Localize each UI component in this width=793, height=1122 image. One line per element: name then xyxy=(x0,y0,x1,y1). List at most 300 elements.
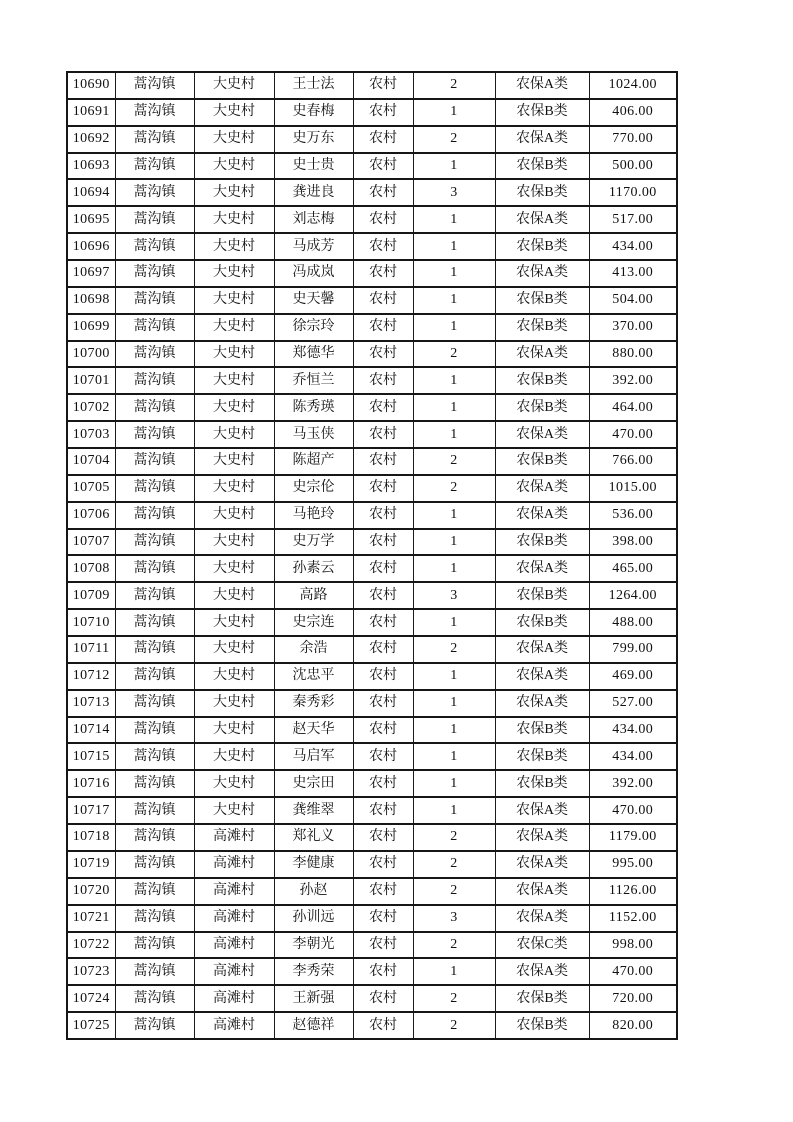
cell-count: 2 xyxy=(413,878,495,905)
cell-id: 10699 xyxy=(67,314,115,341)
cell-count: 1 xyxy=(413,770,495,797)
cell-person-name: 孙训远 xyxy=(274,905,353,932)
table-row xyxy=(67,932,677,959)
cell-amount: 370.00 xyxy=(589,314,677,341)
cell-id: 10717 xyxy=(67,797,115,824)
cell-person-name: 徐宗玲 xyxy=(274,314,353,341)
cell-id: 10710 xyxy=(67,609,115,636)
cell-amount: 434.00 xyxy=(589,743,677,770)
cell-household-type: 农村 xyxy=(353,932,413,959)
cell-amount: 1179.00 xyxy=(589,824,677,851)
cell-town: 蒿沟镇 xyxy=(115,260,194,287)
cell-category: 农保B类 xyxy=(495,448,589,475)
cell-village: 大史村 xyxy=(194,770,274,797)
cell-count: 2 xyxy=(413,636,495,663)
cell-amount: 504.00 xyxy=(589,287,677,314)
cell-town: 蒿沟镇 xyxy=(115,636,194,663)
cell-count: 1 xyxy=(413,206,495,233)
cell-amount: 720.00 xyxy=(589,985,677,1012)
cell-person-name: 高路 xyxy=(274,582,353,609)
cell-count: 3 xyxy=(413,582,495,609)
cell-category: 农保B类 xyxy=(495,287,589,314)
table-row xyxy=(67,797,677,824)
cell-village: 大史村 xyxy=(194,636,274,663)
cell-category: 农保A类 xyxy=(495,421,589,448)
cell-category: 农保B类 xyxy=(495,314,589,341)
cell-household-type: 农村 xyxy=(353,824,413,851)
cell-village: 大史村 xyxy=(194,179,274,206)
cell-count: 1 xyxy=(413,555,495,582)
cell-village: 大史村 xyxy=(194,797,274,824)
cell-household-type: 农村 xyxy=(353,314,413,341)
cell-person-name: 郑礼义 xyxy=(274,824,353,851)
cell-amount: 1264.00 xyxy=(589,582,677,609)
cell-village: 大史村 xyxy=(194,126,274,153)
cell-count: 1 xyxy=(413,153,495,180)
cell-amount: 536.00 xyxy=(589,502,677,529)
cell-category: 农保B类 xyxy=(495,529,589,556)
cell-count: 1 xyxy=(413,233,495,260)
cell-amount: 1126.00 xyxy=(589,878,677,905)
cell-household-type: 农村 xyxy=(353,1012,413,1039)
cell-town: 蒿沟镇 xyxy=(115,126,194,153)
cell-id: 10725 xyxy=(67,1012,115,1039)
cell-category: 农保B类 xyxy=(495,770,589,797)
cell-id: 10708 xyxy=(67,555,115,582)
cell-person-name: 李健康 xyxy=(274,851,353,878)
cell-village: 高滩村 xyxy=(194,932,274,959)
cell-town: 蒿沟镇 xyxy=(115,421,194,448)
cell-id: 10702 xyxy=(67,394,115,421)
cell-village: 大史村 xyxy=(194,690,274,717)
cell-household-type: 农村 xyxy=(353,529,413,556)
cell-amount: 413.00 xyxy=(589,260,677,287)
cell-town: 蒿沟镇 xyxy=(115,743,194,770)
cell-town: 蒿沟镇 xyxy=(115,394,194,421)
cell-id: 10701 xyxy=(67,367,115,394)
records-table xyxy=(66,71,678,1040)
cell-person-name: 冯成岚 xyxy=(274,260,353,287)
cell-amount: 995.00 xyxy=(589,851,677,878)
cell-town: 蒿沟镇 xyxy=(115,663,194,690)
cell-village: 高滩村 xyxy=(194,985,274,1012)
cell-town: 蒿沟镇 xyxy=(115,72,194,99)
table-row xyxy=(67,824,677,851)
cell-category: 农保A类 xyxy=(495,878,589,905)
cell-town: 蒿沟镇 xyxy=(115,878,194,905)
cell-amount: 470.00 xyxy=(589,958,677,985)
cell-village: 高滩村 xyxy=(194,851,274,878)
cell-person-name: 马启军 xyxy=(274,743,353,770)
cell-village: 大史村 xyxy=(194,582,274,609)
cell-person-name: 史春梅 xyxy=(274,99,353,126)
cell-household-type: 农村 xyxy=(353,394,413,421)
cell-village: 大史村 xyxy=(194,99,274,126)
table-row xyxy=(67,609,677,636)
cell-person-name: 马玉侠 xyxy=(274,421,353,448)
cell-village: 大史村 xyxy=(194,475,274,502)
cell-count: 1 xyxy=(413,394,495,421)
cell-amount: 527.00 xyxy=(589,690,677,717)
cell-village: 高滩村 xyxy=(194,878,274,905)
table-row xyxy=(67,743,677,770)
cell-amount: 406.00 xyxy=(589,99,677,126)
table-row xyxy=(67,421,677,448)
cell-count: 1 xyxy=(413,743,495,770)
cell-household-type: 农村 xyxy=(353,153,413,180)
cell-person-name: 沈忠平 xyxy=(274,663,353,690)
cell-town: 蒿沟镇 xyxy=(115,824,194,851)
cell-village: 大史村 xyxy=(194,448,274,475)
cell-town: 蒿沟镇 xyxy=(115,287,194,314)
cell-household-type: 农村 xyxy=(353,797,413,824)
cell-town: 蒿沟镇 xyxy=(115,179,194,206)
cell-category: 农保B类 xyxy=(495,609,589,636)
cell-town: 蒿沟镇 xyxy=(115,582,194,609)
cell-village: 大史村 xyxy=(194,206,274,233)
cell-id: 10693 xyxy=(67,153,115,180)
table-row xyxy=(67,367,677,394)
cell-id: 10718 xyxy=(67,824,115,851)
cell-town: 蒿沟镇 xyxy=(115,797,194,824)
cell-household-type: 农村 xyxy=(353,341,413,368)
table-row xyxy=(67,233,677,260)
cell-category: 农保A类 xyxy=(495,690,589,717)
cell-category: 农保A类 xyxy=(495,341,589,368)
cell-village: 大史村 xyxy=(194,153,274,180)
cell-person-name: 王新强 xyxy=(274,985,353,1012)
cell-amount: 465.00 xyxy=(589,555,677,582)
cell-household-type: 农村 xyxy=(353,905,413,932)
cell-category: 农保A类 xyxy=(495,260,589,287)
cell-household-type: 农村 xyxy=(353,743,413,770)
cell-count: 3 xyxy=(413,179,495,206)
cell-amount: 398.00 xyxy=(589,529,677,556)
cell-amount: 1015.00 xyxy=(589,475,677,502)
cell-id: 10723 xyxy=(67,958,115,985)
cell-count: 1 xyxy=(413,609,495,636)
cell-count: 1 xyxy=(413,99,495,126)
cell-count: 2 xyxy=(413,126,495,153)
cell-village: 高滩村 xyxy=(194,1012,274,1039)
cell-id: 10706 xyxy=(67,502,115,529)
cell-category: 农保A类 xyxy=(495,206,589,233)
cell-category: 农保B类 xyxy=(495,394,589,421)
cell-category: 农保B类 xyxy=(495,1012,589,1039)
cell-id: 10698 xyxy=(67,287,115,314)
cell-household-type: 农村 xyxy=(353,609,413,636)
cell-count: 1 xyxy=(413,717,495,744)
cell-amount: 799.00 xyxy=(589,636,677,663)
cell-person-name: 龚维翠 xyxy=(274,797,353,824)
cell-household-type: 农村 xyxy=(353,179,413,206)
cell-village: 大史村 xyxy=(194,314,274,341)
cell-count: 1 xyxy=(413,421,495,448)
table-row xyxy=(67,636,677,663)
cell-village: 大史村 xyxy=(194,421,274,448)
cell-household-type: 农村 xyxy=(353,985,413,1012)
cell-id: 10719 xyxy=(67,851,115,878)
cell-town: 蒿沟镇 xyxy=(115,555,194,582)
cell-id: 10694 xyxy=(67,179,115,206)
cell-town: 蒿沟镇 xyxy=(115,958,194,985)
cell-person-name: 陈秀瑛 xyxy=(274,394,353,421)
cell-household-type: 农村 xyxy=(353,448,413,475)
cell-count: 2 xyxy=(413,475,495,502)
cell-town: 蒿沟镇 xyxy=(115,206,194,233)
table-row xyxy=(67,663,677,690)
cell-village: 大史村 xyxy=(194,260,274,287)
cell-person-name: 史万东 xyxy=(274,126,353,153)
cell-id: 10712 xyxy=(67,663,115,690)
cell-id: 10700 xyxy=(67,341,115,368)
cell-town: 蒿沟镇 xyxy=(115,502,194,529)
cell-count: 3 xyxy=(413,905,495,932)
cell-category: 农保B类 xyxy=(495,717,589,744)
cell-id: 10705 xyxy=(67,475,115,502)
cell-person-name: 史宗田 xyxy=(274,770,353,797)
cell-category: 农保A类 xyxy=(495,851,589,878)
cell-person-name: 马艳玲 xyxy=(274,502,353,529)
cell-household-type: 农村 xyxy=(353,582,413,609)
cell-village: 大史村 xyxy=(194,663,274,690)
cell-amount: 766.00 xyxy=(589,448,677,475)
cell-person-name: 马成芳 xyxy=(274,233,353,260)
table-row xyxy=(67,475,677,502)
cell-person-name: 史天馨 xyxy=(274,287,353,314)
cell-person-name: 孙素云 xyxy=(274,555,353,582)
cell-category: 农保A类 xyxy=(495,958,589,985)
table-row xyxy=(67,126,677,153)
table-row xyxy=(67,555,677,582)
cell-person-name: 史宗伦 xyxy=(274,475,353,502)
cell-household-type: 农村 xyxy=(353,770,413,797)
cell-id: 10714 xyxy=(67,717,115,744)
cell-town: 蒿沟镇 xyxy=(115,153,194,180)
cell-person-name: 赵德祥 xyxy=(274,1012,353,1039)
cell-count: 2 xyxy=(413,932,495,959)
cell-person-name: 陈超产 xyxy=(274,448,353,475)
cell-id: 10716 xyxy=(67,770,115,797)
cell-category: 农保A类 xyxy=(495,502,589,529)
cell-household-type: 农村 xyxy=(353,260,413,287)
cell-amount: 392.00 xyxy=(589,367,677,394)
table-row xyxy=(67,502,677,529)
table-row xyxy=(67,770,677,797)
table-row xyxy=(67,179,677,206)
cell-town: 蒿沟镇 xyxy=(115,341,194,368)
cell-amount: 500.00 xyxy=(589,153,677,180)
cell-person-name: 乔恒兰 xyxy=(274,367,353,394)
cell-household-type: 农村 xyxy=(353,126,413,153)
cell-village: 大史村 xyxy=(194,529,274,556)
cell-household-type: 农村 xyxy=(353,72,413,99)
cell-person-name: 史士贵 xyxy=(274,153,353,180)
cell-village: 高滩村 xyxy=(194,905,274,932)
table-row xyxy=(67,287,677,314)
cell-count: 1 xyxy=(413,502,495,529)
cell-amount: 770.00 xyxy=(589,126,677,153)
cell-category: 农保A类 xyxy=(495,126,589,153)
cell-category: 农保A类 xyxy=(495,663,589,690)
cell-town: 蒿沟镇 xyxy=(115,448,194,475)
cell-category: 农保B类 xyxy=(495,233,589,260)
cell-household-type: 农村 xyxy=(353,851,413,878)
cell-town: 蒿沟镇 xyxy=(115,529,194,556)
cell-id: 10724 xyxy=(67,985,115,1012)
cell-category: 农保A类 xyxy=(495,824,589,851)
cell-village: 大史村 xyxy=(194,367,274,394)
cell-amount: 469.00 xyxy=(589,663,677,690)
cell-category: 农保A类 xyxy=(495,797,589,824)
cell-count: 2 xyxy=(413,1012,495,1039)
cell-household-type: 农村 xyxy=(353,421,413,448)
cell-person-name: 王士法 xyxy=(274,72,353,99)
cell-person-name: 孙赵 xyxy=(274,878,353,905)
cell-household-type: 农村 xyxy=(353,958,413,985)
cell-town: 蒿沟镇 xyxy=(115,233,194,260)
cell-id: 10720 xyxy=(67,878,115,905)
cell-id: 10704 xyxy=(67,448,115,475)
cell-town: 蒿沟镇 xyxy=(115,905,194,932)
cell-count: 1 xyxy=(413,797,495,824)
cell-town: 蒿沟镇 xyxy=(115,932,194,959)
cell-village: 大史村 xyxy=(194,609,274,636)
cell-village: 大史村 xyxy=(194,717,274,744)
cell-town: 蒿沟镇 xyxy=(115,609,194,636)
cell-amount: 488.00 xyxy=(589,609,677,636)
cell-person-name: 李秀荣 xyxy=(274,958,353,985)
table-row xyxy=(67,690,677,717)
cell-count: 1 xyxy=(413,958,495,985)
table-row xyxy=(67,529,677,556)
cell-id: 10715 xyxy=(67,743,115,770)
cell-id: 10707 xyxy=(67,529,115,556)
cell-amount: 1152.00 xyxy=(589,905,677,932)
cell-village: 大史村 xyxy=(194,555,274,582)
cell-village: 高滩村 xyxy=(194,824,274,851)
cell-person-name: 李朝光 xyxy=(274,932,353,959)
table-row xyxy=(67,72,677,99)
cell-amount: 392.00 xyxy=(589,770,677,797)
cell-id: 10691 xyxy=(67,99,115,126)
cell-count: 1 xyxy=(413,287,495,314)
cell-count: 2 xyxy=(413,851,495,878)
cell-person-name: 余浩 xyxy=(274,636,353,663)
cell-town: 蒿沟镇 xyxy=(115,1012,194,1039)
table-row xyxy=(67,1012,677,1039)
cell-person-name: 赵天华 xyxy=(274,717,353,744)
table-row xyxy=(67,341,677,368)
cell-village: 大史村 xyxy=(194,287,274,314)
cell-count: 1 xyxy=(413,260,495,287)
table-row xyxy=(67,448,677,475)
cell-id: 10711 xyxy=(67,636,115,663)
cell-category: 农保A类 xyxy=(495,636,589,663)
cell-household-type: 农村 xyxy=(353,475,413,502)
table-row xyxy=(67,582,677,609)
cell-household-type: 农村 xyxy=(353,367,413,394)
cell-count: 1 xyxy=(413,663,495,690)
cell-id: 10713 xyxy=(67,690,115,717)
cell-person-name: 龚进良 xyxy=(274,179,353,206)
cell-person-name: 秦秀彩 xyxy=(274,690,353,717)
table-row xyxy=(67,878,677,905)
cell-id: 10692 xyxy=(67,126,115,153)
cell-count: 2 xyxy=(413,72,495,99)
cell-category: 农保A类 xyxy=(495,72,589,99)
cell-category: 农保B类 xyxy=(495,985,589,1012)
cell-town: 蒿沟镇 xyxy=(115,367,194,394)
cell-id: 10697 xyxy=(67,260,115,287)
cell-amount: 517.00 xyxy=(589,206,677,233)
table-row xyxy=(67,260,677,287)
table-row xyxy=(67,99,677,126)
table-row xyxy=(67,717,677,744)
cell-id: 10721 xyxy=(67,905,115,932)
cell-person-name: 刘志梅 xyxy=(274,206,353,233)
cell-household-type: 农村 xyxy=(353,636,413,663)
cell-household-type: 农村 xyxy=(353,502,413,529)
cell-town: 蒿沟镇 xyxy=(115,99,194,126)
cell-person-name: 史宗连 xyxy=(274,609,353,636)
table-row xyxy=(67,314,677,341)
cell-amount: 820.00 xyxy=(589,1012,677,1039)
cell-count: 1 xyxy=(413,314,495,341)
cell-household-type: 农村 xyxy=(353,717,413,744)
table-row xyxy=(67,394,677,421)
cell-id: 10695 xyxy=(67,206,115,233)
cell-count: 1 xyxy=(413,529,495,556)
cell-household-type: 农村 xyxy=(353,206,413,233)
cell-village: 大史村 xyxy=(194,502,274,529)
cell-household-type: 农村 xyxy=(353,287,413,314)
cell-id: 10709 xyxy=(67,582,115,609)
table-row xyxy=(67,206,677,233)
cell-town: 蒿沟镇 xyxy=(115,690,194,717)
cell-household-type: 农村 xyxy=(353,233,413,260)
cell-village: 大史村 xyxy=(194,233,274,260)
cell-town: 蒿沟镇 xyxy=(115,314,194,341)
cell-count: 1 xyxy=(413,690,495,717)
cell-person-name: 郑德华 xyxy=(274,341,353,368)
cell-category: 农保A类 xyxy=(495,475,589,502)
cell-id: 10696 xyxy=(67,233,115,260)
cell-household-type: 农村 xyxy=(353,690,413,717)
cell-amount: 1024.00 xyxy=(589,72,677,99)
cell-category: 农保B类 xyxy=(495,99,589,126)
cell-town: 蒿沟镇 xyxy=(115,770,194,797)
cell-household-type: 农村 xyxy=(353,663,413,690)
cell-count: 2 xyxy=(413,341,495,368)
cell-person-name: 史万学 xyxy=(274,529,353,556)
cell-category: 农保B类 xyxy=(495,367,589,394)
cell-amount: 1170.00 xyxy=(589,179,677,206)
cell-household-type: 农村 xyxy=(353,99,413,126)
cell-id: 10690 xyxy=(67,72,115,99)
cell-amount: 434.00 xyxy=(589,717,677,744)
table-row xyxy=(67,905,677,932)
cell-count: 2 xyxy=(413,448,495,475)
table-row xyxy=(67,153,677,180)
cell-category: 农保B类 xyxy=(495,743,589,770)
cell-category: 农保B类 xyxy=(495,582,589,609)
cell-village: 大史村 xyxy=(194,72,274,99)
cell-town: 蒿沟镇 xyxy=(115,985,194,1012)
table-row xyxy=(67,985,677,1012)
cell-count: 1 xyxy=(413,367,495,394)
cell-village: 大史村 xyxy=(194,341,274,368)
